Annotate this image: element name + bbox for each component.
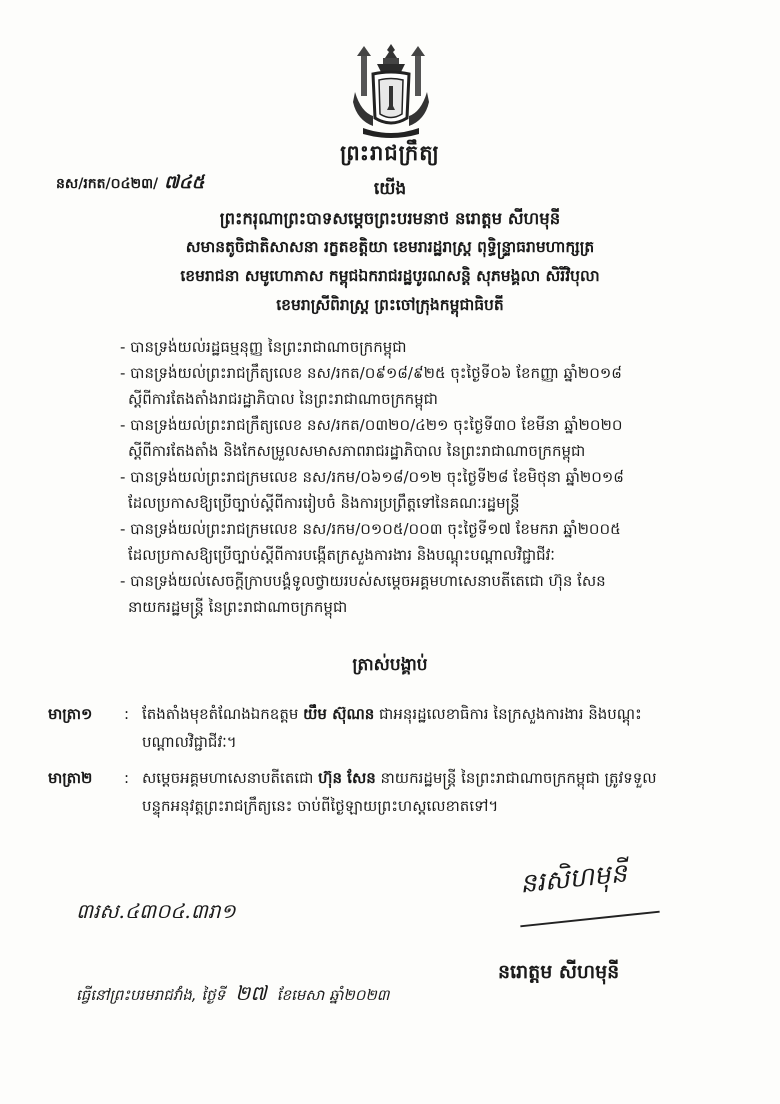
consideration-line: - បានទ្រង់យល់សេចក្តីក្រាបបង្គំទូលថ្វាយរបស់សម្តេចអគ្គមហាសេនាបតីតេជោ ហ៊ុន សែន bbox=[120, 572, 606, 590]
consideration-line: - បានទ្រង់យល់ព្រះរាជក្រឹត្យលេខ នស/រកត/០៩១៨/៩២៥ ចុះថ្ងៃទី០៦ ខែកញ្ញា ឆ្នាំ២០១៨ bbox=[120, 364, 622, 382]
document-title: ព្រះរាជក្រឹត្យ bbox=[340, 141, 440, 165]
consideration-line: - បានទ្រង់យល់ព្រះរាជក្រឹត្យលេខ នស/រកត/០៣២០/៤២១ ចុះថ្ងៃទី៣០ ខែមីនា ឆ្នាំ២០២០ bbox=[120, 416, 623, 434]
article-text-segment: សម្តេចអគ្គមហាសេនាបតីតេជោ bbox=[142, 769, 319, 787]
prime-minister-name: ហ៊ុន សែន bbox=[318, 769, 376, 787]
signature-underline bbox=[520, 911, 659, 928]
article-label: មាត្រា១ bbox=[48, 705, 93, 723]
place-and-date bbox=[76, 980, 390, 1010]
signer-name: នរោត្តម សីហមុនី bbox=[498, 961, 620, 983]
article-text-segment: នាយករដ្ឋមន្ត្រី នៃព្រះរាជាណាចក្រកម្ពុជា ត្រូវទទួល bbox=[375, 769, 657, 787]
reference-number-printed: នស/រកត/០៤២៣/ bbox=[56, 176, 159, 192]
consideration-line: ដែលប្រកាសឱ្យប្រើច្បាប់ស្តីពីការបង្កើតក្រសួងការងារ និងបណ្តុះបណ្តាលវិជ្ជាជីវៈ bbox=[128, 546, 555, 564]
consideration-line: - បានទ្រង់យល់ព្រះរាជក្រមលេខ នស/រកម/០៦១៨/០១២ ចុះថ្ងៃទី២៨ ខែមិថុនា ឆ្នាំ២០១៨ bbox=[120, 468, 624, 486]
royal-coat-of-arms-icon bbox=[349, 42, 433, 142]
article-text bbox=[142, 700, 738, 728]
king-title-line: ខេមរាជនា សមូហោភាស កម្ពុជឯករាជរដ្ឋបូរណសន្តិ សុភមង្គលា សិរីវិបុលា bbox=[180, 267, 600, 285]
consideration-item bbox=[120, 360, 720, 412]
consideration-line: - បានទ្រង់យល់រដ្ឋធម្មនុញ្ញ នៃព្រះរាជាណាចក្រកម្ពុជា bbox=[120, 338, 407, 356]
reference-number-handwritten: ៧៤៥ bbox=[164, 172, 205, 193]
yeung-heading: យើង bbox=[373, 179, 407, 199]
article-colon: : bbox=[124, 705, 130, 723]
appointee-name: យឹម ស៊ុណន bbox=[303, 705, 375, 723]
consideration-line: - បានទ្រង់យល់ព្រះរាជក្រមលេខ នស/រកម/០១០៥/០០៣ ចុះថ្ងៃទី១៧ ខែមករា ឆ្នាំ២០០៥ bbox=[120, 520, 621, 538]
consideration-line: ស្តីពីការតែងតាំង និងកែសម្រួលសមាសភាពរាជរដ្ឋាភិបាល នៃព្រះរាជាណាចក្រកម្ពុជា bbox=[128, 442, 586, 460]
article-1 bbox=[48, 700, 738, 756]
place-date-day: ២៧ bbox=[235, 981, 267, 1005]
consideration-item bbox=[120, 464, 720, 516]
article-text-segment: ជាអនុរដ្ឋលេខាធិការ នៃក្រសួងការងារ និងបណ្តុះ bbox=[374, 705, 642, 723]
article-text bbox=[142, 764, 738, 792]
consideration-line: នាយករដ្ឋមន្ត្រី នៃព្រះរាជាណាចក្រកម្ពុជា bbox=[128, 598, 348, 616]
consideration-line: ដែលប្រកាសឱ្យប្រើច្បាប់ស្តីពីការរៀបចំ និងការប្រព្រឹត្តទៅនៃគណៈរដ្ឋមន្ត្រី bbox=[128, 494, 520, 512]
consideration-item bbox=[120, 412, 720, 464]
king-title-block bbox=[60, 204, 720, 320]
article-text-segment: តែងតាំងមុខតំណែងឯកឧត្តម bbox=[142, 705, 304, 723]
consideration-item bbox=[120, 568, 720, 620]
decree-heading: ត្រាស់បង្គាប់ bbox=[352, 655, 428, 675]
consideration-line: ស្តីពីការតែងតាំងរាជរដ្ឋាភិបាល នៃព្រះរាជាណាចក្រកម្ពុជា bbox=[128, 390, 438, 408]
king-title-line: ព្រះករុណាព្រះបាទសម្តេចព្រះបរមនាថ នរោត្តម សីហមុនី bbox=[219, 209, 561, 228]
article-colon: : bbox=[124, 769, 130, 787]
considerations-list bbox=[120, 334, 720, 620]
article-text-continued: បណ្តាលវិជ្ជាជីវៈ។ bbox=[142, 733, 237, 751]
royal-signature: នរសិហមុនី bbox=[518, 858, 629, 900]
consideration-item bbox=[120, 516, 720, 568]
king-title-line: សមានតូចិជាតិសាសនា រក្ខតខត្តិយា ខេមរារដ្ឋរាស្ត្រ ពុទ្ធិន្ទ្រាធរាមហាក្សត្រ bbox=[185, 238, 595, 256]
consideration-item bbox=[120, 334, 720, 360]
article-text-continued: បន្ទុកអនុវត្តព្រះរាជក្រឹត្យនេះ ចាប់ពីថ្ងៃឡាយព្រះហស្តលេខាតទៅ។ bbox=[142, 797, 499, 815]
place-date-suffix: ខែមេសា ឆ្នាំ២០២៣ bbox=[276, 986, 390, 1004]
handwritten-registration: ៣រស.៤៣០៤.៣រា១ bbox=[76, 899, 236, 923]
place-date-prefix: ធ្វើនៅព្រះបរមរាជវាំង, ថ្ងៃទី bbox=[76, 986, 226, 1004]
article-label: មាត្រា២ bbox=[48, 769, 93, 787]
king-title-line: ខេមរាស្រីពិរាស្ត្រ ព្រះចៅក្រុងកម្ពុជាធិបតី bbox=[276, 296, 504, 314]
article-2 bbox=[48, 764, 738, 820]
